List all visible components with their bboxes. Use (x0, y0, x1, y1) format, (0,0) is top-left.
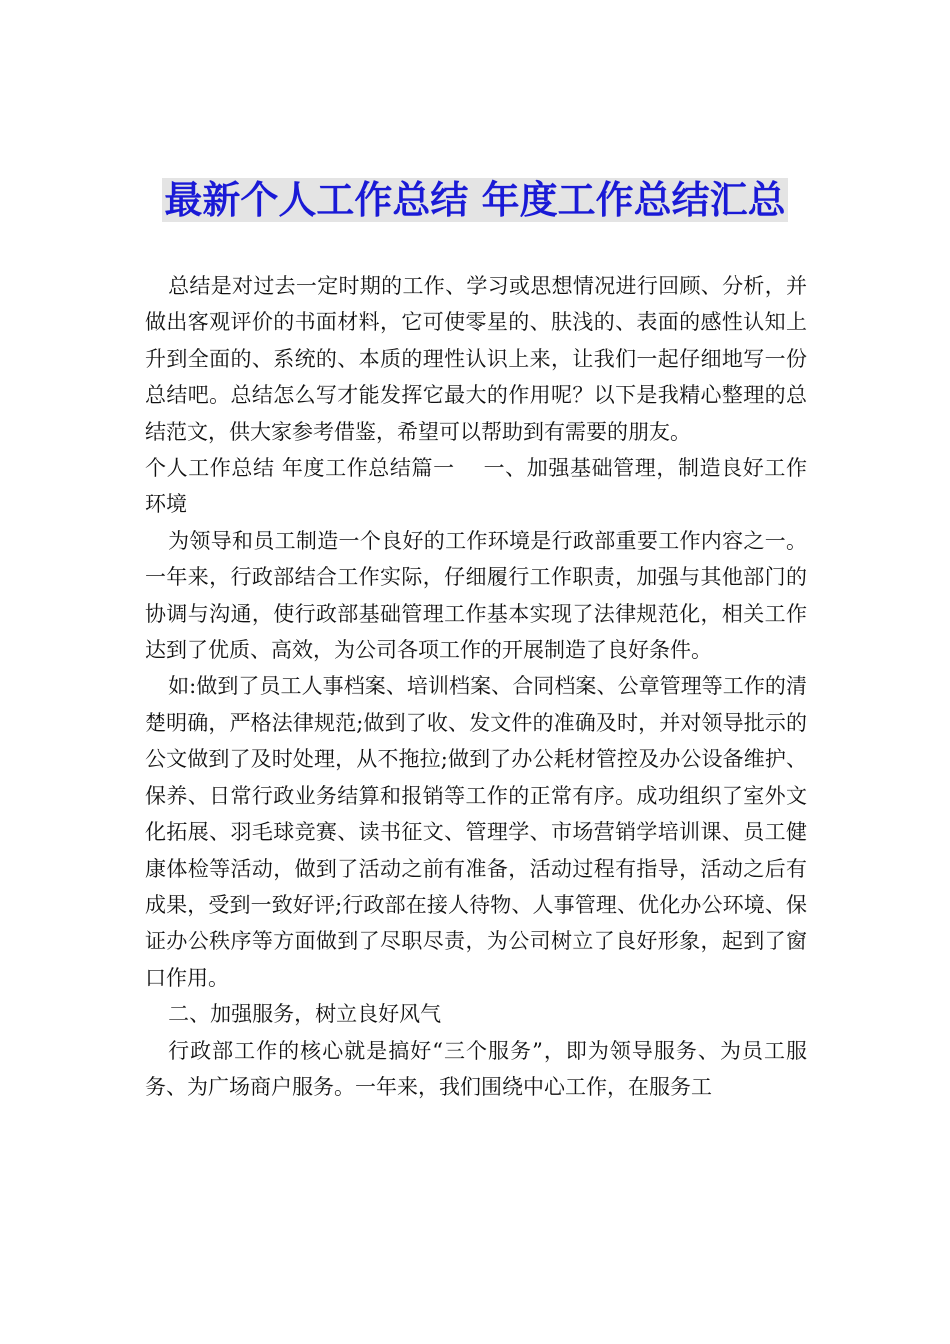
document-body (145, 268, 807, 1105)
section-heading-paragraph: 个人工作总结 年度工作总结篇一 一、加强基础管理，制造良好工作环境 (145, 456, 807, 517)
intro-paragraph: 总结是对过去一定时期的工作、学习或思想情况进行回顾、分析，并做出客观评价的书面材料，它可使零星的、肤浅的、表面的感性认知上升到全面的、系统的、本质的理性认识上来，让我们一起仔细地写一份总结吧。总结怎么写才能发挥它最大的作用呢？以下是我精心整理的总结范文，供大家参考借鉴，希望可以帮助到有需要的朋友。 (145, 274, 807, 444)
body-paragraph-1: 为领导和员工制造一个良好的工作环境是行政部重要工作内容之一。一年来，行政部结合工作实际，仔细履行工作职责，加强与其他部门的协调与沟通，使行政部基础管理工作基本实现了法律规范化，相关工作达到了优质、高效，为公司各项工作的开展制造了良好条件。 (145, 528, 807, 663)
document-title-text: 最新个人工作总结 年度工作总结汇总 (164, 178, 786, 222)
body-paragraph-3: 行政部工作的核心就是搞好“三个服务”，即为领导服务、为员工服务、为广场商户服务。一年来，我们围绕中心工作，在服务工 (145, 1038, 807, 1099)
section-heading-2: 二、加强服务，树立良好风气 (168, 1002, 442, 1027)
document-title (0, 172, 950, 228)
body-paragraph-2: 如:做到了员工人事档案、培训档案、合同档案、公章管理等工作的清楚明确，严格法律规范;做到了收、发文件的准确及时，并对领导批示的公文做到了及时处理，从不拖拉;做到了办公耗材管控及办公设备维护、保养、日常行政业务结算和报销等工作的正常有序。成功组织了室外文化拓展、羽毛球竞赛、读书征文、管理学、市场营销学培训课、员工健康体检等活动，做到了活动之前有准备，活动过程有指导，活动之后有成果，受到一致好评;行政部在接人待物、人事管理、优化办公环境、保证办公秩序等方面做到了尽职尽责，为公司树立了良好形象，起到了窗口作用。 (145, 674, 807, 990)
